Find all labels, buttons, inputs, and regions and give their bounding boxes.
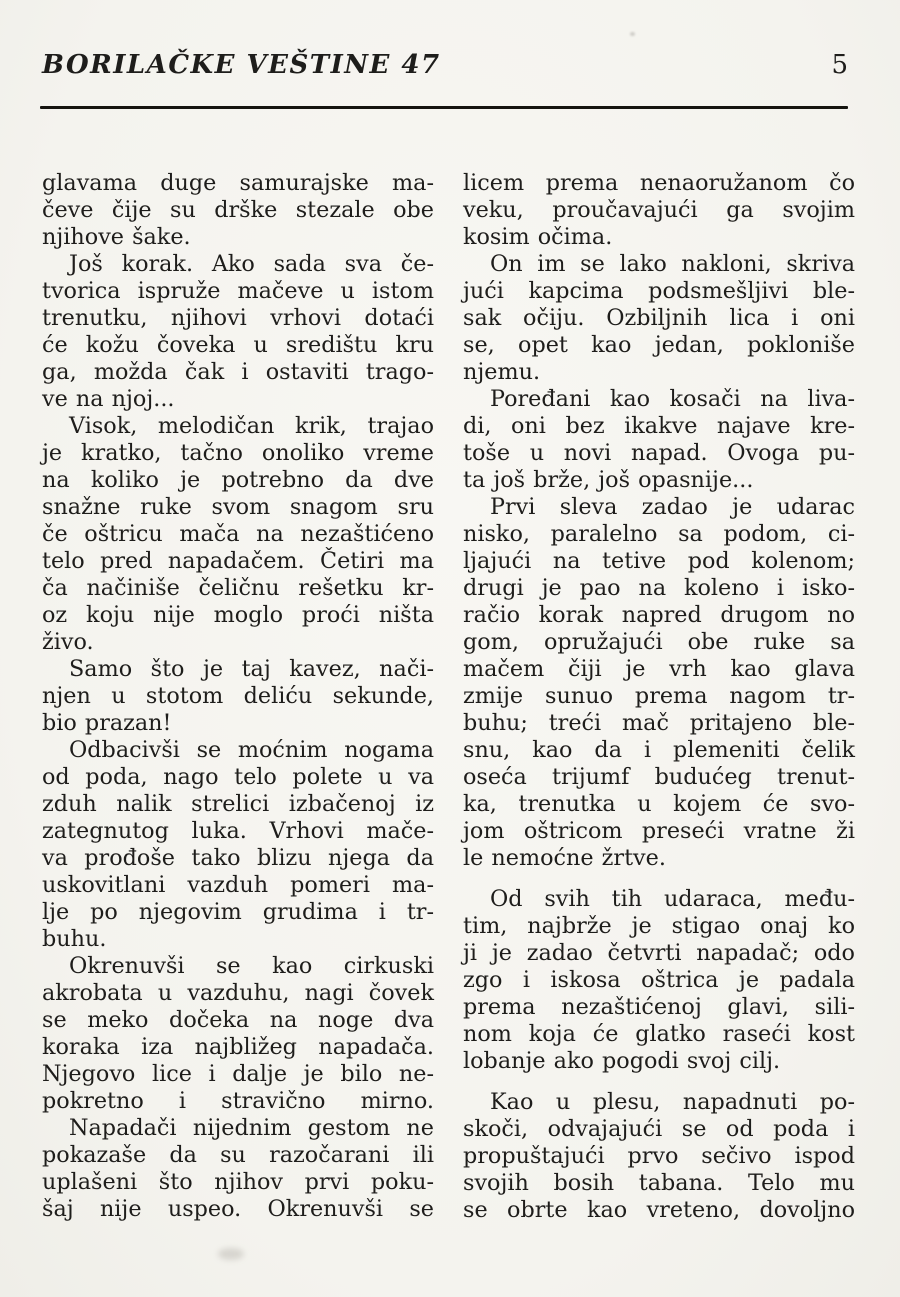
text-line: pokazaše da su razočarani ili: [42, 1142, 434, 1168]
text-line: njihove šake.: [42, 224, 191, 250]
text-line: Kao u plesu, napadnuti po-: [490, 1089, 855, 1115]
text-line: njen u stotom deliću sekunde,: [42, 683, 434, 709]
text-line: se meko dočeka na noge dva: [42, 1007, 434, 1033]
running-title: BORILAČKE VEŠTINE 47: [42, 50, 441, 80]
text-line: zduh nalik strelici izbačenoj iz: [42, 791, 434, 817]
paragraph: [463, 886, 855, 1075]
text-line: sak očiju. Ozbiljnih lica i oni: [463, 305, 855, 331]
text-line: šaj nije uspeo. Okrenuvši se: [42, 1196, 434, 1222]
text-line: svojih bosih tabana. Telo mu: [463, 1170, 855, 1196]
text-line: će kožu čoveka u središtu kru: [42, 332, 434, 358]
text-line: Prvi sleva zadao je udarac: [490, 494, 855, 520]
text-line: jući kapcima podsmešljivi ble-: [463, 278, 855, 304]
paragraph: [42, 1115, 434, 1223]
text-line: pokretno i stravično mirno.: [42, 1088, 434, 1114]
text-line: Okrenuvši se kao cirkuski: [69, 953, 434, 979]
paragraph: [42, 251, 434, 413]
paragraph: [463, 386, 855, 494]
text-line: ji je zadao četvrti napadač; odo: [463, 940, 855, 966]
paragraph: [463, 494, 855, 872]
text-line: tim, najbrže je stigao onaj ko: [463, 913, 855, 939]
text-line: di, oni bez ikakve najave kre-: [463, 413, 855, 439]
text-line: njemu.: [463, 359, 541, 385]
text-line: se obrte kao vreteno, dovoljno: [463, 1197, 855, 1223]
text-line: va prođoše tako blizu njega da: [42, 845, 434, 871]
text-line: ljajući na tetive pod kolenom;: [463, 548, 855, 574]
text-line: jom oštricom preseći vratne ži: [463, 818, 855, 844]
text-line: drugi je pao na koleno i isko-: [463, 575, 855, 601]
text-line: Poređani kao kosači na liva-: [490, 386, 855, 412]
text-line: buhu; treći mač pritajeno ble-: [463, 710, 855, 736]
scan-smudge: [218, 1248, 244, 1260]
column-left: [42, 170, 434, 1224]
text-line: lje po njegovim grudima i tr-: [42, 899, 434, 925]
page-number: 5: [831, 50, 848, 80]
paragraph: [42, 737, 434, 953]
scan-speck: [630, 32, 635, 36]
text-line: uplašeni što njihov prvi poku-: [42, 1169, 434, 1195]
text-line: mačem čiji je vrh kao glava: [463, 656, 855, 682]
paragraph: [42, 170, 434, 251]
text-line: Odbacivši se moćnim nogama: [69, 737, 434, 763]
text-line: zmije sunuo prema nagom tr-: [463, 683, 855, 709]
text-line: bio prazan!: [42, 710, 172, 736]
text-line: oz koju nije moglo proći ništa: [42, 602, 434, 628]
paragraph: [42, 656, 434, 737]
text-line: nisko, paralelno sa podom, ci-: [463, 521, 855, 547]
text-line: Samo što je taj kavez, nači-: [69, 656, 434, 682]
text-line: trenutku, njihovi vrhovi dotaći: [42, 305, 434, 331]
text-line: oseća trijumf budućeg trenut-: [463, 764, 855, 790]
paragraph: [463, 170, 855, 251]
paragraph: [42, 953, 434, 1115]
text-columns: [42, 170, 855, 1224]
text-line: ta još brže, još opasnije...: [463, 467, 754, 493]
text-line: Od svih tih udaraca, među-: [490, 886, 855, 912]
text-line: Napadači nijednim gestom ne: [69, 1115, 434, 1141]
text-line: od poda, nago telo polete u va: [42, 764, 434, 790]
text-line: On im se lako nakloni, skriva: [490, 251, 855, 277]
text-line: veku, proučavajući ga svojim: [463, 197, 855, 223]
text-line: ča načiniše čeličnu rešetku kr-: [42, 575, 434, 601]
text-line: kosim očima.: [463, 224, 613, 250]
header-rule: [40, 106, 848, 109]
paragraph: [463, 251, 855, 386]
text-line: če oštricu mača na nezaštićeno: [42, 521, 434, 547]
text-line: zategnutog luka. Vrhovi mače-: [42, 818, 434, 844]
text-line: ve na njoj...: [42, 386, 175, 412]
paragraph: [42, 413, 434, 656]
text-line: na koliko je potrebno da dve: [42, 467, 434, 493]
text-line: akrobata u vazduhu, nagi čovek: [42, 980, 434, 1006]
text-line: gom, opružajući obe ruke sa: [463, 629, 855, 655]
text-line: Njegovo lice i dalje je bilo ne-: [42, 1061, 434, 1087]
text-line: lobanje ako pogodi svoj cilj.: [463, 1048, 781, 1074]
text-line: uskovitlani vazduh pomeri ma-: [42, 872, 434, 898]
text-line: tvorica ispruže mačeve u istom: [42, 278, 434, 304]
text-line: telo pred napadačem. Četiri ma: [42, 548, 434, 574]
text-line: propuštajući prvo sečivo ispod: [463, 1143, 855, 1169]
text-line: čeve čije su drške stezale obe: [42, 197, 434, 223]
text-line: glavama duge samurajske ma-: [42, 170, 434, 196]
text-line: toše u novi napad. Ovoga pu-: [463, 440, 855, 466]
text-line: koraka iza najbližeg napadača.: [42, 1034, 434, 1060]
text-line: je kratko, tačno onoliko vreme: [42, 440, 434, 466]
text-line: račio korak napred drugom no: [463, 602, 855, 628]
text-line: nom koja će glatko raseći kost: [463, 1021, 855, 1047]
text-line: snu, kao da i plemeniti čelik: [463, 737, 855, 763]
text-line: licem prema nenaoružanom čo: [463, 170, 855, 196]
text-line: Visok, melodičan krik, trajao: [69, 413, 434, 439]
text-line: snažne ruke svom snagom sru: [42, 494, 434, 520]
column-right: [463, 170, 855, 1224]
text-line: buhu.: [42, 926, 107, 952]
text-line: prema nezaštićenoj glavi, sili-: [463, 994, 855, 1020]
text-line: živo.: [42, 629, 94, 655]
text-line: skoči, odvajajući se od poda i: [463, 1116, 855, 1142]
text-line: Još korak. Ako sada sva če-: [69, 251, 434, 277]
text-line: zgo i iskosa oštrica je padala: [463, 967, 855, 993]
text-line: ga, možda čak i ostaviti trago-: [42, 359, 434, 385]
text-line: ka, trenutka u kojem će svo-: [463, 791, 855, 817]
text-line: le nemoćne žrtve.: [463, 845, 666, 871]
text-line: se, opet kao jedan, pokloniše: [463, 332, 855, 358]
paragraph: [463, 1089, 855, 1224]
page-header: [42, 50, 848, 80]
